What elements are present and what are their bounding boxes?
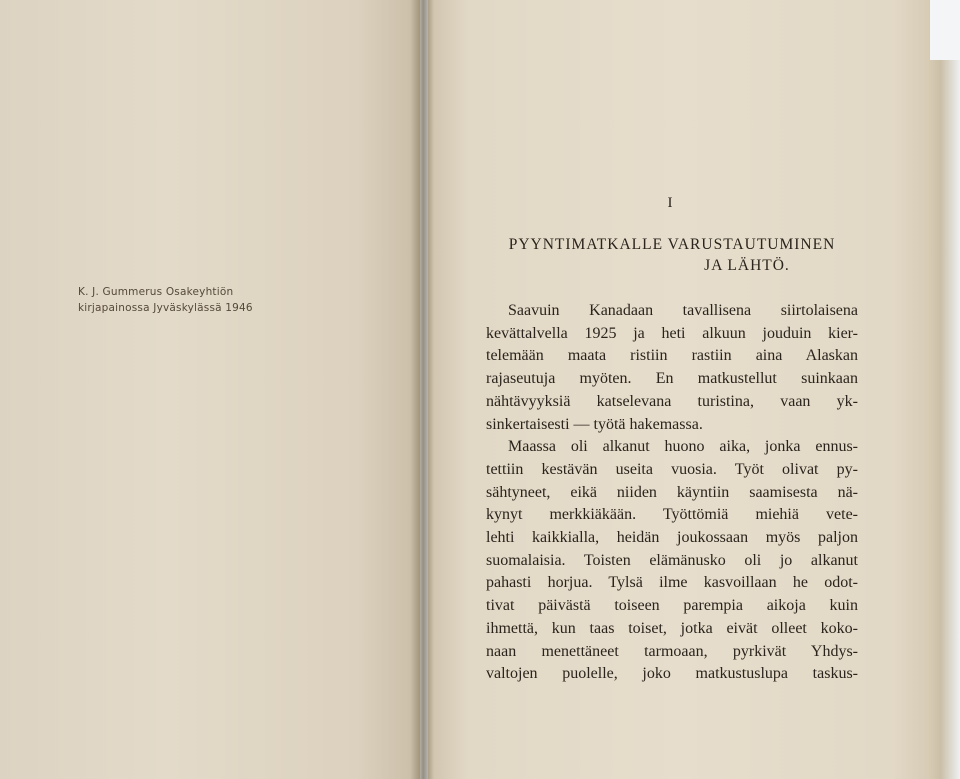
- background-surface: [930, 0, 960, 60]
- imprint-line: K. J. Gummerus Osakeyhtiön: [78, 286, 234, 298]
- text-line: Maassa oli alkanut huono aika, jonka ennus-: [508, 438, 858, 456]
- text-line: suomalaisia. Toisten elämänusko oli jo alkanut: [486, 551, 858, 569]
- text-line: telemään maata ristiin rastiin aina Alaskan: [486, 347, 858, 365]
- text-line: tettiin kestävän useita vuosia. Työt olivat py-: [486, 460, 858, 478]
- page-edge: [928, 0, 960, 779]
- text-line: rajaseutuja myöten. En matkustellut suinkaan: [486, 370, 858, 388]
- chapter-title-line: PYYNTIMATKALLE VARUSTAUTUMINEN: [508, 236, 836, 253]
- text-line: lehti kaikkialla, heidän joukossaan myös paljon: [486, 529, 858, 547]
- text-line: tivat päivästä toiseen parempia aikoja kuin: [486, 597, 858, 615]
- text-line: ihmettä, kun taas toiset, jotka eivät olleet koko-: [486, 619, 858, 637]
- book-gutter: [410, 0, 434, 779]
- text-line: nähtävyyksiä katselevana turistina, vaan yk-: [486, 392, 858, 410]
- text-line: sähtyneet, eikä niiden käyntiin saamisesta nä-: [486, 483, 858, 501]
- imprint-line: kirjapainossa Jyväskylässä 1946: [78, 302, 253, 314]
- chapter-title-line: JA LÄHTÖ.: [704, 257, 790, 274]
- text-line: kynyt merkkiäkään. Työttömiä miehiä vete-: [486, 506, 858, 524]
- text-line: naan menettäneet tarmoaan, pyrkivät Yhdys-: [486, 642, 858, 660]
- chapter-title: [440, 234, 904, 276]
- chapter-body-text: [486, 300, 858, 686]
- text-line: valtojen puolelle, joko matkustuslupa taskus-: [486, 665, 858, 683]
- chapter-number: I: [667, 195, 673, 211]
- left-page: [0, 0, 420, 779]
- text-line: sinkertaisesti — työtä hakemassa.: [486, 415, 703, 433]
- text-line: Saavuin Kanadaan tavallisena siirtolaisena: [508, 302, 858, 319]
- printer-imprint: [78, 284, 268, 316]
- text-line: kevättalvella 1925 ja heti alkuun jouduin kier-: [486, 324, 858, 342]
- text-line: pahasti horjua. Tylsä ilme kasvoillaan he odot-: [486, 574, 858, 592]
